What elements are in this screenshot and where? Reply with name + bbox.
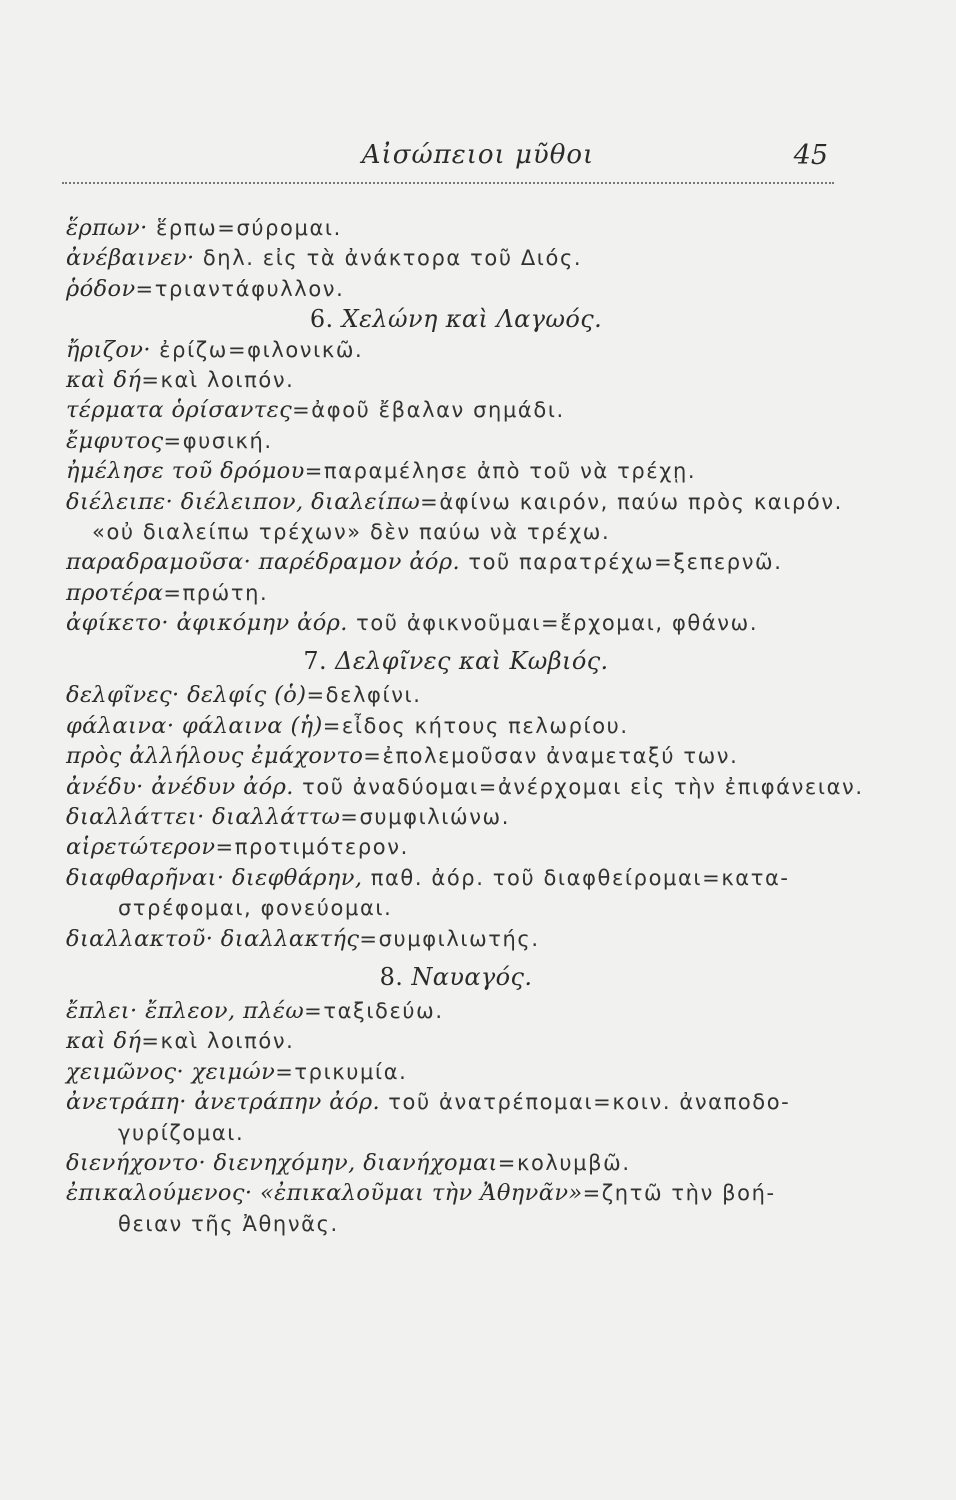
entry-term: ἔμφυτος (66, 427, 164, 454)
glossary-entry (66, 680, 846, 710)
section-title: Ναυαγός. (403, 962, 533, 991)
glossary-entry (66, 395, 846, 425)
glossary-entry (66, 487, 846, 517)
entry-gloss: στρέφομαι, φονεύομαι. (118, 896, 393, 921)
entry-term: ἀνετράπη· ἀνετράπην ἀόρ. (66, 1089, 381, 1116)
glossary-continuation (66, 1118, 846, 1148)
glossary-entry (66, 456, 846, 486)
entry-gloss: =ταξιδεύω. (304, 998, 444, 1023)
section-heading (66, 304, 846, 334)
glossary-entry (66, 772, 864, 802)
entry-gloss: δηλ. εἰς τὰ ἀνάκτορα τοῦ Διός. (194, 246, 583, 271)
entry-gloss: =φυσική. (163, 428, 273, 453)
entry-term: ἀνέδυ· ἀνέδυν ἀόρ. (66, 773, 294, 800)
entry-term: ἀνέβαινεν· (66, 245, 195, 272)
entry-gloss: =συμφιλιώνω. (340, 805, 510, 830)
entry-gloss: ἕρπω=σύρομαι. (147, 216, 342, 240)
glossary-entry (66, 996, 846, 1026)
entry-term: προτέρα (66, 579, 164, 606)
glossary-body (66, 213, 864, 1239)
glossary-continuation (66, 893, 846, 923)
glossary-entry (66, 924, 846, 954)
glossary-entry (66, 741, 846, 771)
entry-term: διενήχοντο· διενηχόμην, διανήχομαι (66, 1149, 498, 1176)
glossary-entry (66, 426, 846, 456)
glossary-entry (66, 547, 846, 577)
entry-gloss: =παραμέλησε ἀπὸ τοῦ νὰ τρέχῃ. (304, 459, 697, 484)
entry-gloss: =πρώτη. (163, 580, 269, 605)
section-number: 6. (309, 305, 334, 334)
entry-gloss: γυρίζομαι. (118, 1120, 245, 1145)
entry-term: ἕρπων· (66, 215, 148, 241)
entry-term: καὶ δή (66, 366, 142, 393)
entry-gloss: =καὶ λοιπόν. (141, 1029, 295, 1054)
entry-term: διαλλάττει· διαλλάττω (66, 804, 341, 831)
entry-gloss: θειαν τῆς Ἀθηνᾶς. (118, 1211, 339, 1236)
entry-gloss: τοῦ ἀναδύομαι=ἀνέρχομαι εἰς τὴν ἐπιφάνειαν. (293, 774, 864, 799)
glossary-entry (66, 802, 846, 832)
section-number: 7. (303, 647, 328, 676)
entry-gloss: τοῦ ἀφικνοῦμαι=ἔρχομαι, φθάνω. (347, 611, 759, 636)
glossary-entry (66, 274, 846, 304)
glossary-entry (66, 578, 846, 608)
glossary-entry (66, 863, 846, 893)
glossary-continuation (66, 517, 846, 547)
glossary-entry (66, 243, 846, 273)
glossary-entry (66, 1178, 846, 1208)
glossary-entry (66, 1026, 846, 1056)
entry-term: καὶ δή (66, 1028, 142, 1055)
entry-term: διαφθαρῆναι· διεφθάρην, (66, 864, 363, 891)
entry-gloss: ἐρίζω=φιλονικῶ. (150, 337, 364, 362)
entry-term: διαλλακτοῦ· διαλλακτής (66, 925, 360, 952)
section-title: Χελώνη καὶ Λαγωός. (333, 305, 603, 334)
entry-term: τέρματα ὁρίσαντες (66, 397, 293, 424)
entry-term: διέλειπε· διέλειπον, διαλείπω (66, 488, 421, 515)
glossary-continuation (66, 1209, 846, 1239)
entry-gloss: =καὶ λοιπόν. (141, 367, 295, 392)
entry-term: φάλαινα· φάλαινα (ἡ) (66, 712, 323, 739)
entry-gloss: =συμφιλιωτής. (359, 926, 540, 951)
page-number: 45 (793, 140, 828, 171)
entry-term: παραδραμοῦσα· παρέδραμον ἀόρ. (66, 549, 461, 576)
glossary-entry (66, 1087, 846, 1117)
entry-term: ῥόδον (66, 275, 136, 302)
entry-gloss: =ἐπολεμοῦσαν ἀναμεταξύ των. (363, 744, 739, 769)
glossary-entry (66, 711, 846, 741)
glossary-entry (66, 832, 846, 862)
entry-term: ἔπλει· ἔπλεον, πλέω (66, 997, 305, 1024)
entry-term: ἀφίκετο· ἀφικόμην ἀόρ. (66, 610, 348, 637)
entry-gloss: =προτιμότερον. (215, 835, 409, 860)
entry-term: ἠμέλησε τοῦ δρόμου (66, 458, 305, 485)
entry-gloss: =εἶδος κήτους πελωρίου. (322, 713, 629, 738)
entry-gloss: παθ. ἀόρ. τοῦ διαφθείρομαι=κατα- (362, 865, 790, 890)
entry-term: αἱρετώτερον (66, 834, 216, 861)
entry-gloss: =κολυμβῶ. (497, 1150, 631, 1175)
glossary-entry (66, 335, 846, 365)
entry-term: χειμῶνος· χειμών (66, 1058, 276, 1085)
entry-gloss: =ἀφίνω καιρόν, παύω πρὸς καιρόν. (420, 489, 843, 514)
header-rule (62, 182, 834, 184)
glossary-entry (66, 213, 846, 243)
entry-gloss: =τριαντάφυλλον. (135, 276, 345, 301)
entry-gloss: τοῦ ἀνατρέπομαι=κοιν. ἀναποδο- (380, 1090, 791, 1115)
section-heading (66, 646, 846, 680)
entry-term: δελφῖνες· δελφίς (ὁ) (66, 682, 307, 709)
entry-gloss: «οὐ διαλείπω τρέχων» δὲν παύω νὰ τρέχω. (92, 519, 611, 544)
entry-term: πρὸς ἀλλήλους ἐμάχοντο (66, 743, 364, 770)
entry-gloss: =ζητῶ τὴν βοή- (582, 1181, 776, 1206)
entry-gloss: τοῦ παρατρέχω=ξεπερνῶ. (460, 550, 783, 575)
entry-term: ἤριζον· (66, 336, 151, 363)
section-number: 8. (379, 962, 404, 991)
glossary-entry (66, 1148, 846, 1178)
entry-term: ἐπικαλούμενος· «ἐπικαλοῦμαι τὴν Ἀθηνᾶν» (66, 1180, 583, 1207)
glossary-entry (66, 365, 846, 395)
entry-gloss: =δελφίνι. (306, 683, 422, 708)
entry-gloss: =ἀφοῦ ἔβαλαν σημάδι. (292, 398, 565, 423)
running-title: Αἰσώπειοι μῦθοι (361, 140, 595, 170)
section-heading (66, 962, 846, 996)
page-header (0, 140, 956, 180)
glossary-entry (66, 608, 846, 638)
section-title: Δελφῖνες καὶ Κωβιός. (327, 647, 609, 676)
glossary-entry (66, 1057, 846, 1087)
entry-gloss: =τρικυμία. (275, 1059, 408, 1084)
